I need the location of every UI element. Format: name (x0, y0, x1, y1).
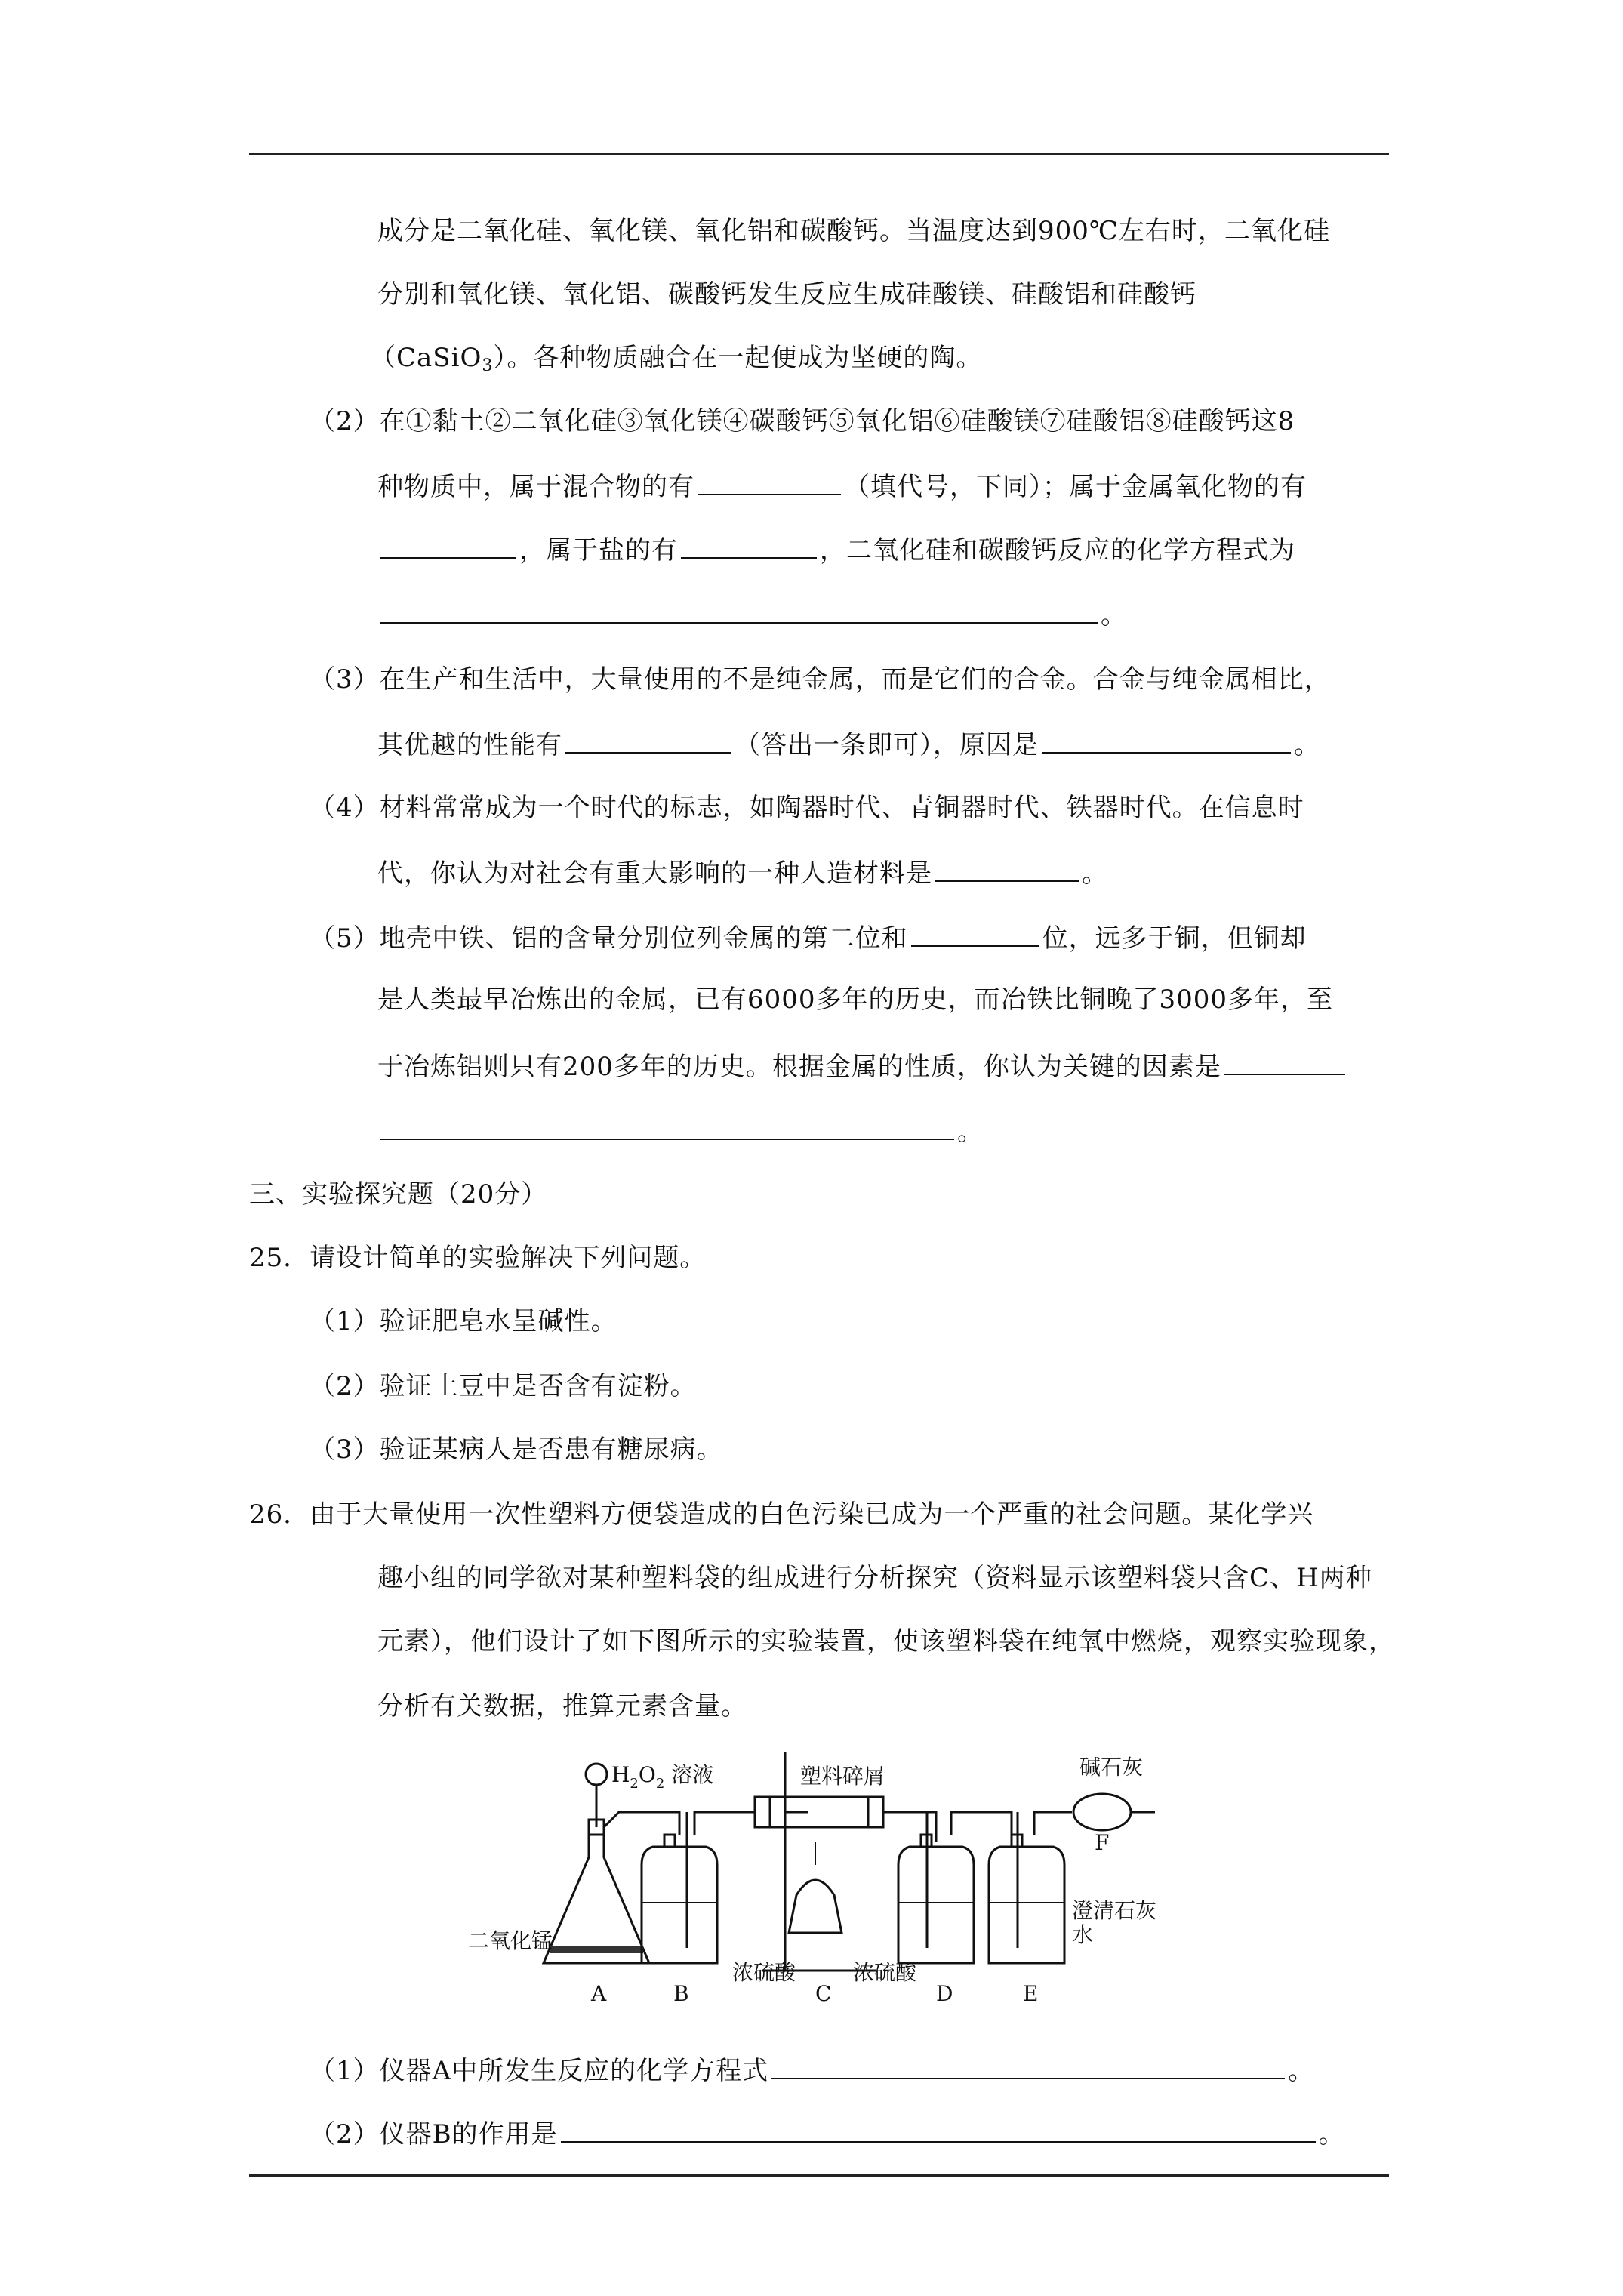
answer-blank[interactable] (935, 855, 1079, 882)
label-A: A (591, 1981, 607, 2006)
text-span: ，二氧化硅和碳酸钙反应的化学方程式为 (820, 535, 1295, 566)
text-span: 位，远多于铜，但铜却 (1042, 923, 1307, 954)
top-rule (249, 153, 1389, 155)
text-span: 种物质中，属于混合物的有 (377, 472, 694, 502)
text-span: 其优越的性能有 (377, 730, 562, 760)
text-line (370, 341, 982, 383)
answer-blank[interactable] (911, 920, 1039, 947)
label-C: C (815, 1981, 832, 2006)
label-D: D (936, 1981, 953, 2006)
question-26-sub-2 (310, 2116, 1345, 2151)
answer-blank[interactable] (380, 1113, 954, 1140)
answer-blank[interactable] (380, 596, 1098, 624)
text-span: 。 (1294, 730, 1320, 760)
question-25: 25．请设计简单的实验解决下列问题。 (249, 1243, 707, 1273)
text-span: （答出一条即可），原因是 (735, 730, 1039, 760)
text-line: 分别和氧化镁、氧化铝、碳酸钙发生反应生成硅酸镁、硅酸铝和硅酸钙 (377, 279, 1196, 310)
text-span: （5）地壳中铁、铝的含量分别位列金属的第二位和 (310, 923, 908, 954)
question-26-sub-1 (310, 2052, 1314, 2088)
answer-blank[interactable] (1042, 726, 1291, 754)
limewater-label: 澄清石灰 (1072, 1898, 1157, 1923)
acid-label-1: 浓硫酸 (732, 1960, 796, 1985)
question-3-line-1: （3）在生产和生活中，大量使用的不是纯金属，而是它们的合金。合金与纯金属相比， (310, 664, 1331, 695)
section-heading: 三、实验探究题（20分） (249, 1179, 548, 1210)
h2o2-label: $H_2O_2$ 溶液 (611, 1762, 714, 1792)
question-2-line-3 (377, 532, 1295, 567)
text-span: （填代号，下同）；属于金属氧化物的有 (844, 472, 1307, 502)
question-2-line-4 (377, 596, 1127, 632)
question-26-line-2: 趣小组的同学欲对某种塑料袋的组成进行分析探究（资料显示该塑料袋只含C、H两种 (377, 1563, 1372, 1593)
question-26-line-3: 元素），他们设计了如下图所示的实验装置，使该塑料袋在纯氧中燃烧，观察实验现象， (377, 1626, 1395, 1657)
text-line: 成分是二氧化硅、氧化镁、氧化铝和碳酸钙。当温度达到900℃左右时，二氧化硅 (377, 216, 1330, 246)
question-26-line-4: 分析有关数据，推算元素含量。 (377, 1691, 747, 1721)
label-E: E (1023, 1981, 1039, 2006)
text-span: 于冶炼铝则只有200多年的历史。根据金属的性质，你认为关键的因素是 (377, 1052, 1221, 1082)
bottom-rule (249, 2174, 1389, 2177)
answer-blank[interactable] (1224, 1048, 1345, 1075)
question-3-line-2 (377, 726, 1320, 762)
formula-subscript: 3 (482, 356, 494, 375)
plastic-label: 塑料碎屑 (800, 1764, 885, 1789)
text-span: （2）仪器B的作用是 (310, 2119, 558, 2150)
answer-blank[interactable] (565, 726, 731, 754)
formula-text: （CaSiO (370, 343, 482, 373)
question-5-line-4 (377, 1113, 984, 1148)
text-span: 。 (1082, 858, 1108, 889)
text-span: 。 (1101, 600, 1127, 630)
question-2-line-1: （2）在①黏土②二氧化硅③氧化镁④碳酸钙⑤氧化铝⑥硅酸镁⑦硅酸铝⑧硅酸钙这8 (310, 406, 1295, 436)
mno2-label: 二氧化锰 (468, 1928, 553, 1953)
question-25-part-1: （1）验证肥皂水呈碱性。 (310, 1306, 617, 1336)
lime-label: 碱石灰 (1079, 1755, 1144, 1780)
limewater-label-2: 水 (1072, 1922, 1094, 1947)
text-span: ）。各种物质融合在一起便成为坚硬的陶。 (493, 343, 983, 373)
text-span: （1）仪器A中所发生反应的化学方程式 (310, 2056, 769, 2086)
label-F: F (1095, 1830, 1110, 1855)
text-span: 代，你认为对社会有重大影响的一种人造材料是 (377, 858, 932, 889)
text-span: 。 (1318, 2119, 1345, 2150)
answer-blank[interactable] (681, 532, 817, 559)
label-B: B (673, 1981, 689, 2006)
question-5-line-2: 是人类最早冶炼出的金属，已有6000多年的历史，而冶铁比铜晚了3000多年，至 (377, 985, 1334, 1015)
apparatus-figure (453, 1744, 1178, 2016)
acid-label-2: 浓硫酸 (853, 1960, 917, 1985)
question-2-line-2 (377, 468, 1307, 504)
question-25-part-2: （2）验证土豆中是否含有淀粉。 (310, 1371, 697, 1401)
answer-blank[interactable] (561, 2116, 1316, 2143)
question-4-line-2 (377, 855, 1108, 890)
text-span: ，属于盐的有 (519, 535, 678, 566)
question-25-part-3: （3）验证某病人是否患有糖尿病。 (310, 1435, 723, 1465)
question-26-line-1: 26．由于大量使用一次性塑料方便袋造成的白色污染已成为一个严重的社会问题。某化学兴 (249, 1499, 1314, 1530)
question-4-line-1: （4）材料常常成为一个时代的标志，如陶器时代、青铜器时代、铁器时代。在信息时 (310, 793, 1304, 823)
question-5-line-1 (310, 920, 1307, 955)
answer-blank[interactable] (771, 2052, 1285, 2079)
question-5-line-3 (377, 1048, 1348, 1083)
text-span: 。 (1288, 2056, 1315, 2086)
answer-blank[interactable] (380, 532, 516, 559)
answer-blank[interactable] (698, 468, 841, 495)
text-span: 。 (957, 1117, 984, 1147)
